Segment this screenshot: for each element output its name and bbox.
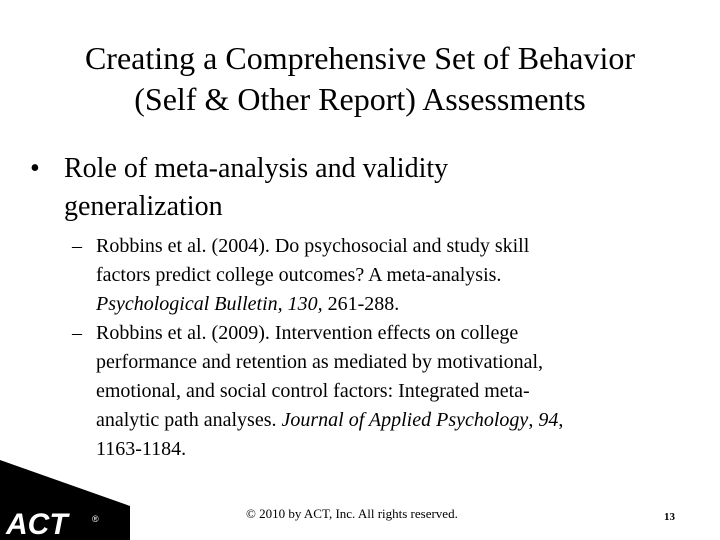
ref2-line-2: performance and retention as mediated by motivational, — [96, 351, 544, 373]
ref2-journal: Journal of Applied Psychology — [281, 409, 529, 431]
bullet-line-2: generalization — [64, 191, 223, 222]
title-line-1: Creating a Comprehensive Set of Behavior — [84, 40, 636, 76]
ref2-sep: , — [528, 409, 539, 431]
main-bullet — [30, 150, 630, 226]
ref1-pages: 261-288. — [322, 293, 400, 315]
sub-bullets — [72, 232, 662, 464]
ref2-line-1: Robbins et al. (2009). Intervention effects on college — [96, 322, 519, 344]
ref1-line-3 — [96, 290, 662, 319]
ref2-line-4a: analytic path analyses. — [96, 409, 282, 431]
slide-title — [40, 38, 680, 120]
reference-2 — [72, 319, 662, 464]
ref2-volume: 94 — [538, 409, 559, 431]
ref1-line-1: Robbins et al. (2004). Do psychosocial and study skill — [96, 235, 530, 257]
logo-registered-mark: ® — [92, 514, 99, 524]
dash-icon: – — [72, 235, 82, 257]
bullet-icon: • — [30, 153, 40, 184]
ref1-line-2: factors predict college outcomes? A meta-analysis. — [96, 264, 502, 286]
logo-text: ACT — [6, 508, 68, 540]
act-logo — [0, 460, 130, 540]
copyright-text: © 2010 by ACT, Inc. All rights reserved. — [246, 506, 458, 521]
page-number: 13 — [664, 511, 675, 523]
ref2-line-4-end: , — [558, 409, 564, 431]
reference-1 — [72, 232, 662, 319]
title-line-2: (Self & Other Report) Assessments — [134, 81, 586, 117]
bullet-line-1: Role of meta-analysis and validity — [64, 153, 449, 184]
dash-icon: – — [72, 322, 82, 344]
ref2-line-4 — [96, 406, 662, 435]
ref1-journal: Psychological Bulletin, 130, — [96, 293, 323, 315]
ref2-line-5: 1163-1184. — [96, 438, 187, 460]
ref2-line-3: emotional, and social control factors: Integrated meta- — [96, 380, 530, 402]
